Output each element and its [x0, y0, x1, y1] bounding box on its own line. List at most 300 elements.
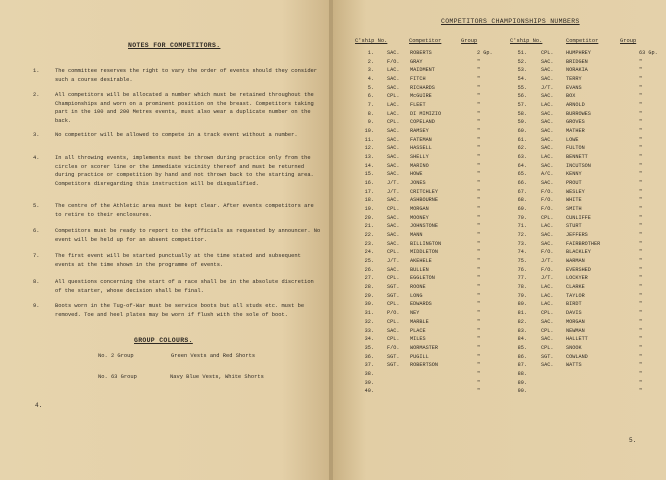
competitor-number: 81.	[517, 310, 527, 317]
competitor-rank: SAC.	[541, 110, 554, 117]
competitor-name: CUNLIFFE	[566, 214, 591, 221]
competitor-group: "	[639, 232, 643, 239]
competitor-row	[353, 197, 503, 206]
competitor-rank: SAC.	[541, 362, 554, 369]
competitor-rank: SAC.	[541, 336, 554, 343]
competitor-name: NORAKIA	[566, 67, 588, 74]
competitor-row	[505, 215, 663, 224]
competitor-group: "	[639, 206, 643, 213]
competitor-row	[353, 154, 503, 163]
competitor-number: 52.	[517, 58, 527, 65]
competitor-number: 25.	[364, 258, 374, 265]
competitor-number: 2.	[367, 58, 374, 65]
competitor-row	[505, 171, 663, 180]
competitor-rank: SAC.	[387, 232, 400, 239]
competitor-group: "	[639, 292, 643, 299]
competitor-number: 10.	[364, 128, 374, 135]
note-item: 2. All competitors will be allocated a number which must be retained throughout the Championships and worn on a prominent position on the breast. Competitors taking part in the 100 and 200 Metres events, must also wear a duplicate number on the back.	[33, 92, 314, 124]
competitor-rank: SAC.	[387, 171, 400, 178]
competitor-number: 23.	[364, 240, 374, 247]
competitor-group: "	[477, 232, 481, 239]
competitor-number: 15.	[364, 171, 374, 178]
competitor-row	[353, 354, 503, 363]
competitor-number: 61.	[517, 136, 527, 143]
competitor-row	[353, 345, 503, 354]
competitor-row	[505, 267, 663, 276]
competitor-rank: SAC.	[387, 128, 400, 135]
competitor-number: 34.	[364, 336, 374, 343]
competitor-row	[353, 319, 503, 328]
competitor-row	[505, 50, 663, 59]
competitor-name: RAMSEY	[410, 128, 429, 135]
competitor-rank: SAC.	[387, 214, 400, 221]
competitor-name: LOWE	[566, 136, 579, 143]
competitor-group: "	[477, 379, 481, 386]
competitor-number: 14.	[364, 162, 374, 169]
competitor-rank: CPL.	[387, 336, 400, 343]
competitor-name: EDWARDS	[410, 301, 432, 308]
competitor-rank: SAC.	[541, 162, 554, 169]
competitor-group: "	[477, 275, 481, 282]
competitor-row	[353, 267, 503, 276]
competitor-group: "	[477, 301, 481, 308]
competitor-name: FAIRBROTHER	[566, 240, 601, 247]
competitor-number: 80.	[517, 301, 527, 308]
competitor-name: PROUT	[566, 180, 582, 187]
competitor-number: 90.	[517, 388, 527, 395]
competitor-row	[505, 336, 663, 345]
competitor-row	[353, 189, 503, 198]
competitor-name: INCUTSON	[566, 162, 591, 169]
competitor-name: HOWE	[410, 171, 423, 178]
competitor-group: "	[639, 171, 643, 178]
competitor-rank: SAC.	[387, 76, 400, 83]
competitor-group: "	[639, 275, 643, 282]
competitor-group: "	[639, 154, 643, 161]
competitor-rank: F/O.	[387, 58, 400, 65]
competitor-number: 77.	[517, 275, 527, 282]
competitor-rank: F/O.	[541, 249, 554, 256]
competitor-number: 33.	[364, 327, 374, 334]
competitor-row	[505, 180, 663, 189]
competitor-group: "	[639, 240, 643, 247]
competitor-group: "	[477, 336, 481, 343]
competitor-group: "	[477, 93, 481, 100]
competitor-name: LONG	[410, 292, 423, 299]
competitor-group: "	[639, 344, 643, 351]
competitor-group: "	[477, 362, 481, 369]
competitor-number: 79.	[517, 292, 527, 299]
competitor-rank: LAC.	[387, 67, 400, 74]
competitor-number: 85.	[517, 344, 527, 351]
competitor-rank: SAC.	[541, 145, 554, 152]
group-label: No. 2 Group	[98, 353, 134, 359]
competitor-group: "	[639, 318, 643, 325]
competitor-group: "	[639, 327, 643, 334]
competitor-group: "	[639, 214, 643, 221]
competitor-row	[505, 388, 663, 397]
competitor-group: "	[639, 336, 643, 343]
competitor-number: 65.	[517, 171, 527, 178]
competitor-number: 18.	[364, 197, 374, 204]
competitor-row	[505, 85, 663, 94]
competitor-row	[353, 145, 503, 154]
competitor-group: "	[639, 128, 643, 135]
competitor-row	[505, 258, 663, 267]
competitor-number: 38.	[364, 370, 374, 377]
competitor-rank: SAC.	[541, 318, 554, 325]
competitor-rank: LAC.	[541, 102, 554, 109]
competitor-rank: CPL.	[387, 318, 400, 325]
competitor-group: "	[639, 58, 643, 65]
competitor-row	[505, 59, 663, 68]
competitor-name: MARINO	[410, 162, 429, 169]
competitor-group: "	[639, 93, 643, 100]
competitor-rank: CPL.	[387, 249, 400, 256]
competitor-row	[353, 249, 503, 258]
competitor-number: 88.	[517, 370, 527, 377]
competitor-name: BILLINGTON	[410, 240, 442, 247]
competitor-row	[505, 67, 663, 76]
competitor-name: BURROWES	[566, 110, 591, 117]
competitor-number: 20.	[364, 214, 374, 221]
competitor-number: 6.	[367, 93, 374, 100]
competitor-number: 56.	[517, 93, 527, 100]
competitor-rank: SGT.	[387, 284, 400, 291]
header-competitor-right: Competitor	[566, 38, 599, 44]
competitor-rank: SGT.	[387, 362, 400, 369]
competitor-group: "	[477, 370, 481, 377]
competitor-row	[505, 380, 663, 389]
competitor-number: 16.	[364, 180, 374, 187]
competitor-number: 17.	[364, 188, 374, 195]
competitor-number: 22.	[364, 232, 374, 239]
competitor-number: 59.	[517, 119, 527, 126]
competitor-group: "	[639, 353, 643, 360]
competitor-name: HALLETT	[566, 336, 588, 343]
competitor-row	[505, 111, 663, 120]
competitor-name: ASHBOURNE	[410, 197, 439, 204]
competitor-name: SNOOK	[566, 344, 582, 351]
competitor-rank: J/T.	[541, 258, 554, 265]
competitor-group: "	[477, 206, 481, 213]
competitor-row	[505, 119, 663, 128]
competitor-name: WARMAN	[566, 258, 585, 265]
competitor-group: "	[639, 223, 643, 230]
competitor-row	[505, 93, 663, 102]
competitor-row	[505, 137, 663, 146]
competitor-name: GRAY	[410, 58, 423, 65]
competitor-name: EVERSHED	[566, 266, 591, 273]
header-group-right: Group	[620, 38, 637, 44]
competitor-group: "	[639, 362, 643, 369]
competitor-name: MAIDMENT	[410, 67, 435, 74]
competitor-name: SHELLY	[410, 154, 429, 161]
competitor-number: 55.	[517, 84, 527, 91]
competitor-group: "	[477, 266, 481, 273]
competitor-row	[353, 163, 503, 172]
competitor-number: 60.	[517, 128, 527, 135]
note-item: 1. The committee reserves the right to vary the order of events should they consider such a course desirable.	[33, 68, 318, 83]
competitor-rank: SAC.	[387, 240, 400, 247]
competitor-number: 1.	[367, 50, 374, 56]
competitor-name: SMITH	[566, 206, 582, 213]
competitor-number: 69.	[517, 206, 527, 213]
competitor-name: FLEET	[410, 102, 426, 109]
competitor-name: DAVIS	[566, 310, 582, 317]
competitor-row	[505, 206, 663, 215]
competitor-name: MORGAN	[566, 318, 585, 325]
competitor-rank: SAC.	[387, 266, 400, 273]
competitor-rank: SAC.	[541, 136, 554, 143]
competitor-name: WORMASTER	[410, 344, 439, 351]
competitor-rank: SAC.	[541, 119, 554, 126]
competitor-number: 75.	[517, 258, 527, 265]
competitor-number: 58.	[517, 110, 527, 117]
competitor-name: HASSELL	[410, 145, 432, 152]
competitor-row	[505, 275, 663, 284]
competitor-row	[505, 145, 663, 154]
competitor-name: BIRDT	[566, 301, 582, 308]
competitor-group: "	[477, 136, 481, 143]
competitor-name: FULTON	[566, 145, 585, 152]
competitor-row	[353, 371, 503, 380]
competitor-row	[505, 284, 663, 293]
competitor-row	[505, 319, 663, 328]
competitor-number: 64.	[517, 162, 527, 169]
competitor-rank: SAC.	[387, 154, 400, 161]
competitor-rank: LAC.	[541, 301, 554, 308]
competitor-name: NEWMAN	[566, 327, 585, 334]
competitor-row	[353, 171, 503, 180]
competitor-row	[505, 310, 663, 319]
competitor-row	[353, 85, 503, 94]
competitor-number: 86.	[517, 353, 527, 360]
competitor-number: 30.	[364, 301, 374, 308]
competitor-row	[353, 111, 503, 120]
page-number-left: 4.	[35, 402, 43, 409]
competitor-number: 40.	[364, 388, 374, 395]
competitor-name: AKEHELE	[410, 258, 432, 265]
competitor-name: CLARKE	[566, 284, 585, 291]
competitor-group: "	[639, 102, 643, 109]
competitor-rank: J/T.	[541, 275, 554, 282]
competitor-row	[505, 371, 663, 380]
competitor-group: "	[639, 119, 643, 126]
competitor-rank: CPL.	[387, 93, 400, 100]
competitor-row	[353, 284, 503, 293]
competitor-rank: P/O.	[387, 310, 400, 317]
competitor-row	[353, 301, 503, 310]
competitor-rank: CPL.	[387, 206, 400, 213]
competitor-number: 76.	[517, 266, 527, 273]
competitor-rank: LAC.	[541, 284, 554, 291]
competitor-name: COPELAND	[410, 119, 435, 126]
competitor-rank: SAC.	[541, 76, 554, 83]
competitor-row	[505, 154, 663, 163]
competitor-row	[353, 50, 503, 59]
competitor-name: ROBERTSON	[410, 362, 439, 369]
competitor-rank: SAC.	[541, 240, 554, 247]
competitor-group: "	[639, 266, 643, 273]
competitor-name: MARBLE	[410, 318, 429, 325]
competitor-group: "	[639, 180, 643, 187]
competitor-name: STURT	[566, 223, 582, 230]
competitor-rank: SAC.	[541, 67, 554, 74]
note-item: 6. Competitors must be ready to report to the officials as requested by announcer. No event will be held up for an absent competitor.	[33, 228, 321, 243]
note-item: 3. No competitor will be allowed to compete in a track event without a number.	[33, 132, 298, 138]
competitor-group: "	[639, 258, 643, 265]
competitor-group: "	[477, 145, 481, 152]
competitor-group: "	[477, 284, 481, 291]
competitor-row	[353, 232, 503, 241]
competitor-rank: J/T.	[387, 188, 400, 195]
competitor-rank: CPL.	[541, 327, 554, 334]
group-colours-title: GROUP COLOURS.	[134, 337, 193, 344]
competitor-number: 37.	[364, 362, 374, 369]
competitor-rank: SAC.	[541, 93, 554, 100]
competitor-group: "	[477, 58, 481, 65]
competitor-name: BENNETT	[566, 154, 588, 161]
header-group-left: Group	[461, 38, 478, 44]
numbers-column-right	[505, 50, 663, 397]
competitor-name: PUGILL	[410, 353, 429, 360]
competitor-number: 5.	[367, 84, 374, 91]
note-item: 9. Boots worn in the Tug-of-War must be service boots but all studs etc. must be removed. Toe and heel plates may be worn if flush with the sole of boot.	[33, 303, 305, 318]
competitor-rank: SAC.	[387, 197, 400, 204]
competitor-row	[505, 293, 663, 302]
competitor-row	[505, 163, 663, 172]
competitor-row	[353, 275, 503, 284]
competitor-number: 73.	[517, 240, 527, 247]
competitor-row	[505, 189, 663, 198]
competitor-name: COWLAND	[566, 353, 588, 360]
competitor-rank: SAC.	[387, 84, 400, 91]
competitor-group: "	[639, 301, 643, 308]
competitor-number: 8.	[367, 110, 374, 117]
page-number-right: 5.	[629, 437, 637, 444]
competitor-name: KENNY	[566, 171, 582, 178]
competitor-row	[353, 76, 503, 85]
competitor-name: CRITCHLEY	[410, 188, 439, 195]
competitor-number: 28.	[364, 284, 374, 291]
competitor-row	[353, 388, 503, 397]
competitor-name: FITCH	[410, 76, 426, 83]
competitor-number: 11.	[364, 136, 374, 143]
competitor-group: "	[639, 388, 643, 395]
competitor-rank: LAC.	[541, 292, 554, 299]
header-no-left: C'ship No.	[355, 38, 388, 44]
competitor-name: RICHARDS	[410, 84, 435, 91]
competitor-row	[353, 328, 503, 337]
competitor-group: "	[639, 136, 643, 143]
competitor-number: 12.	[364, 145, 374, 152]
competitor-number: 24.	[364, 249, 374, 256]
right-page	[333, 0, 666, 480]
competitor-number: 68.	[517, 197, 527, 204]
competitor-rank: SAC.	[541, 58, 554, 65]
competitor-number: 57.	[517, 102, 527, 109]
competitor-group: "	[639, 370, 643, 377]
competitor-group: "	[477, 171, 481, 178]
competitor-row	[353, 380, 503, 389]
competitor-name: EGGLETON	[410, 275, 435, 282]
competitor-row	[353, 119, 503, 128]
competitor-name: JOHNSTONE	[410, 223, 439, 230]
competitor-name: MORGAN	[410, 206, 429, 213]
competitor-number: 70.	[517, 214, 527, 221]
competitor-rank: CPL.	[387, 301, 400, 308]
competitor-rank: CPL.	[541, 310, 554, 317]
competitor-row	[505, 128, 663, 137]
competitor-rank: SAC.	[387, 50, 400, 56]
competitor-number: 4.	[367, 76, 374, 83]
competitor-name: TERRY	[566, 76, 582, 83]
competitor-group: "	[477, 388, 481, 395]
competitor-group: "	[639, 197, 643, 204]
competitor-group: "	[477, 310, 481, 317]
competitor-group: "	[639, 76, 643, 83]
competitor-row	[353, 258, 503, 267]
competitor-number: 19.	[364, 206, 374, 213]
competitor-name: ROONE	[410, 284, 426, 291]
competitor-group: "	[639, 284, 643, 291]
competitor-number: 66.	[517, 180, 527, 187]
competitor-group: "	[639, 310, 643, 317]
competitor-number: 89.	[517, 379, 527, 386]
competitor-row	[505, 328, 663, 337]
competitor-row	[353, 180, 503, 189]
competitor-rank: J/T.	[387, 258, 400, 265]
competitor-name: MIDDLETON	[410, 249, 439, 256]
competitor-name: MANN	[410, 232, 423, 239]
competitor-group: "	[639, 249, 643, 256]
competitor-row	[353, 293, 503, 302]
numbers-title: COMPETITORS CHAMPIONSHIPS NUMBERS	[441, 18, 580, 25]
competitor-number: 32.	[364, 318, 374, 325]
competitor-group: 63 Gp.	[639, 50, 658, 56]
competitor-number: 9.	[367, 119, 374, 126]
competitor-row	[505, 301, 663, 310]
competitor-group: "	[477, 119, 481, 126]
group-label: No. 63 Group	[98, 374, 137, 380]
competitor-rank: LAC.	[387, 110, 400, 117]
competitor-group: "	[477, 292, 481, 299]
competitor-rank: F/O.	[541, 197, 554, 204]
competitor-number: 54.	[517, 76, 527, 83]
competitor-name: WESLEY	[566, 188, 585, 195]
competitor-name: MATHER	[566, 128, 585, 135]
competitor-number: 27.	[364, 275, 374, 282]
note-item: 4. In all throwing events, implements must be thrown during practice only from the circles or scorer line or the immediate vicinity thereof and must be returned during practice or competition by hand and not thrown back to the starting area. Competitors disregarding this instruction will be disqualified.	[33, 155, 314, 187]
competitor-name: BRIDGEN	[566, 58, 588, 65]
competitor-rank: F/O.	[541, 266, 554, 273]
competitor-row	[353, 223, 503, 232]
competitor-group: "	[639, 84, 643, 91]
competitor-name: BLACKLEY	[566, 249, 591, 256]
competitor-group: "	[639, 145, 643, 152]
competitor-name: WATTS	[566, 362, 582, 369]
competitor-row	[505, 223, 663, 232]
competitor-number: 87.	[517, 362, 527, 369]
note-item: 8. All questions concerning the start of a race shall be in the absolute discretion of the starter, whose decision shall be final.	[33, 279, 314, 294]
competitor-group: "	[477, 318, 481, 325]
competitor-row	[353, 59, 503, 68]
competitor-row	[505, 102, 663, 111]
group-colours-value: Green Vests and Red Shorts	[171, 353, 256, 359]
competitor-number: 82.	[517, 318, 527, 325]
competitor-group: "	[477, 240, 481, 247]
